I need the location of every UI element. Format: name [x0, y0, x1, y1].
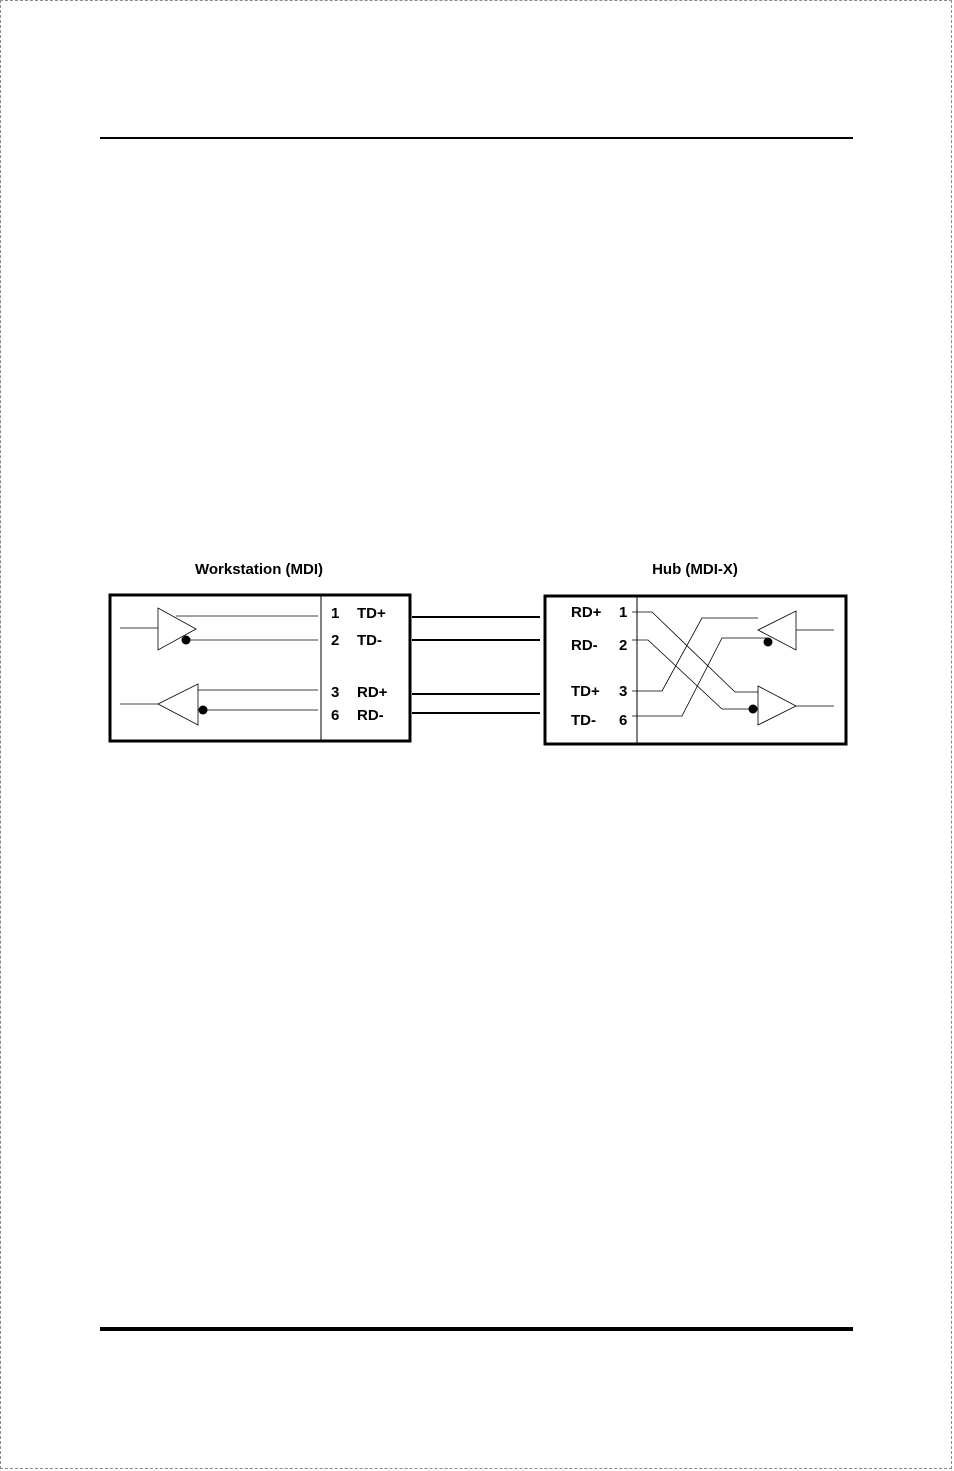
hub-pin-1-number: 1 [619, 604, 628, 621]
workstation-title: Workstation (MDI) [194, 561, 324, 578]
hub-pin-2-name: RD- [571, 637, 598, 654]
cable-wires [412, 617, 540, 713]
hub-pin-6-number: 6 [619, 712, 628, 729]
hub-pin-6-name: TD- [571, 712, 596, 729]
hub-pin-3-name: TD+ [571, 683, 600, 700]
hub-pin-1-name: RD+ [571, 604, 602, 621]
workstation-pin-1-number: 1 [331, 605, 340, 622]
hub-title: Hub (MDI-X) [652, 561, 738, 578]
hub-crossover-wiring [632, 612, 768, 716]
workstation-pin-3-name: RD+ [357, 684, 388, 701]
workstation-pin-2-name: TD- [357, 632, 382, 649]
hub-pin-3-number: 3 [619, 683, 628, 700]
workstation-receive-driver [120, 684, 318, 725]
hub-transmit-driver [758, 611, 834, 650]
workstation-pin-3-number: 3 [331, 684, 340, 701]
workstation-pin-6-name: RD- [357, 707, 384, 724]
workstation-pin-6-number: 6 [331, 707, 340, 724]
workstation-transmit-driver [120, 608, 318, 650]
workstation-pin-1-name: TD+ [357, 605, 386, 622]
hub-receive-driver [749, 686, 835, 725]
hub-pin-2-number: 2 [619, 637, 628, 654]
workstation-pin-2-number: 2 [331, 632, 340, 649]
